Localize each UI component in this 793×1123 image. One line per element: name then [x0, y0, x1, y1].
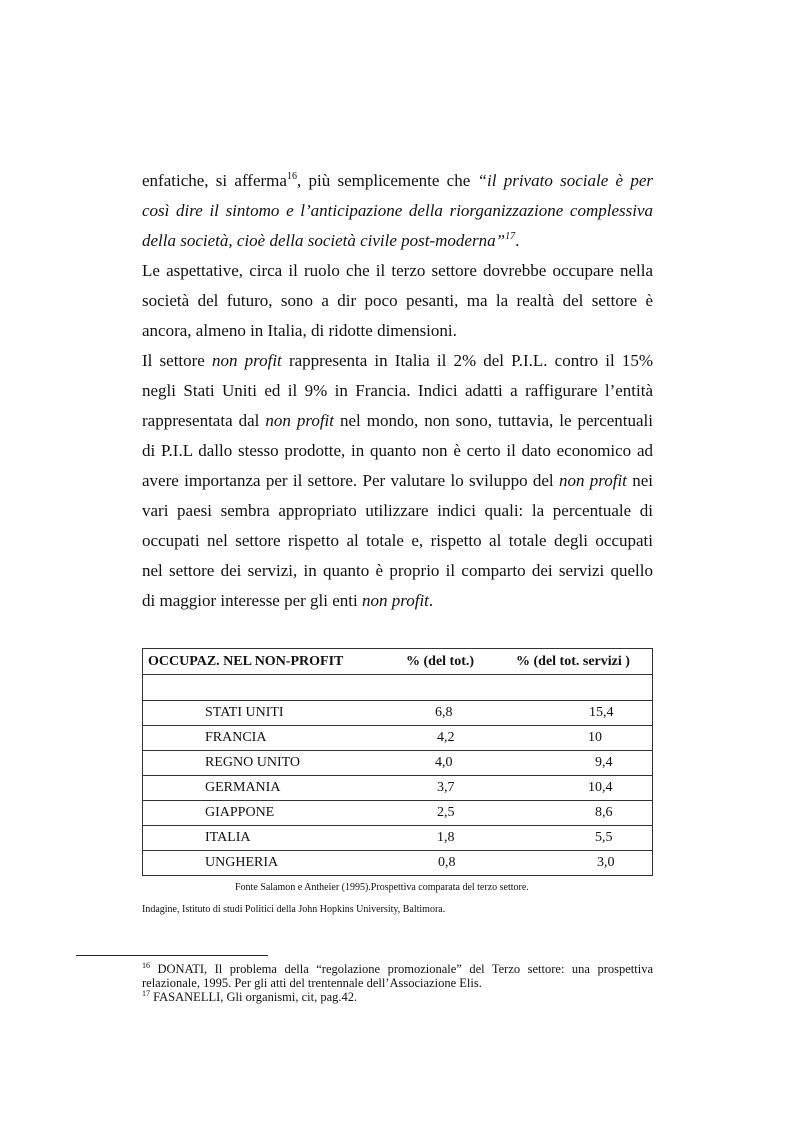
table-row: [143, 701, 653, 726]
value-total: 3,7: [388, 776, 516, 801]
country-cell: REGNO UNITO: [143, 751, 389, 776]
footnote-separator: [76, 955, 268, 956]
table-row: [143, 726, 653, 751]
value-total: 1,8: [388, 826, 516, 851]
text-line: di maggior interesse per gli enti non profit.: [142, 591, 434, 610]
nonprofit-employment-table: [142, 648, 653, 876]
header-percent-services: % (del tot. servizi ): [516, 649, 653, 675]
paragraph-2: [142, 256, 653, 346]
header-country: OCCUPAZ. NEL NON-PROFIT: [143, 649, 389, 675]
footnote-16: $^{16}$ DONATI, Il problema della “regolazione promozionale” del Terzo settore: una prospettiva relazionale, 1995. Per gli atti del trentennale dell’Associazione Elis.: [142, 961, 653, 990]
value-total: 0,8: [388, 851, 516, 876]
country-cell: ITALIA: [143, 826, 389, 851]
text-line: vari paesi sembra appropriato utilizzare indici quali: la percentuale di: [142, 501, 653, 520]
text-line: negli Stati Uniti ed il 9% in Francia. Indici adatti a raffigurare l’entità: [142, 381, 653, 400]
value-services: 10,4: [516, 776, 653, 801]
text-line: di P.I.L dallo stesso prodotte, in quanto non è certo il dato economico ad: [142, 441, 653, 460]
text-line: nel settore dei servizi, in quanto è proprio il comparto dei servizi quello: [142, 561, 653, 580]
text-line: rappresentata dal non profit nel mondo, non sono, tuttavia, le percentuali: [142, 411, 654, 430]
country-cell: UNGHERIA: [143, 851, 389, 876]
value-total: 4,2: [388, 726, 516, 751]
value-total: 4,0: [388, 751, 516, 776]
value-services: 9,4: [516, 751, 653, 776]
text-line: ancora, almeno in Italia, di ridotte dimensioni.: [142, 321, 457, 340]
table-row: [143, 801, 653, 826]
table-row: [143, 851, 653, 876]
table-source-line-1: Fonte Salamon e Antheier (1995).Prospettiva comparata del terzo settore.: [235, 882, 529, 893]
country-cell: GERMANIA: [143, 776, 389, 801]
text-line: Il settore non profit rappresenta in Italia il 2% del P.I.L. contro il 15%: [142, 351, 653, 370]
paragraph-1: [142, 166, 653, 256]
footnote-ref-16[interactable]: 16: [286, 171, 297, 182]
country-cell: GIAPPONE: [143, 801, 389, 826]
value-services: 10: [516, 726, 653, 751]
value-total: 6,8: [388, 701, 516, 726]
table-header-row: [143, 649, 653, 675]
text-line: avere importanza per il settore. Per valutare lo sviluppo del non profit nei: [142, 471, 653, 490]
header-percent-total: % (del tot.): [388, 649, 516, 675]
value-services: 5,5: [516, 826, 653, 851]
text-line: società del futuro, sono a dir poco pesanti, ma la realtà del settore è: [142, 291, 653, 310]
footnote-ref-17[interactable]: 17: [505, 231, 516, 242]
table-row: [143, 826, 653, 851]
text-line: occupati nel settore rispetto al totale e, rispetto al totale degli occupati: [142, 531, 653, 550]
value-services: 8,6: [516, 801, 653, 826]
footnote-number: 17: [142, 989, 150, 998]
footnote-17: $^{17}$ FASANELLI, Gli organismi, cit, pag.42.: [142, 989, 358, 1004]
value-total: 2,5: [388, 801, 516, 826]
table-source-line-2: Indagine, Istituto di studi Politici della John Hopkins University, Baltimora.: [142, 904, 446, 915]
country-cell: FRANCIA: [143, 726, 389, 751]
paragraph-3: [142, 346, 653, 616]
value-services: 15,4: [516, 701, 653, 726]
table-row: [143, 751, 653, 776]
table-row: [143, 776, 653, 801]
text-line: così dire il sintomo e l’anticipazione della riorganizzazione complessiva: [142, 201, 653, 220]
text-line: Le aspettative, circa il ruolo che il terzo settore dovrebbe occupare nella: [142, 261, 653, 280]
footnote-number: 16: [142, 961, 150, 970]
value-services: 3,0: [516, 851, 653, 876]
table-empty-row: [143, 675, 653, 701]
text-line: della società, cioè della società civile post-moderna”$^{17}$.: [142, 231, 520, 250]
country-cell: STATI UNITI: [143, 701, 389, 726]
text-line: enfatiche, si afferma$^{16}$, più semplicemente che “il privato sociale è per: [142, 171, 653, 190]
